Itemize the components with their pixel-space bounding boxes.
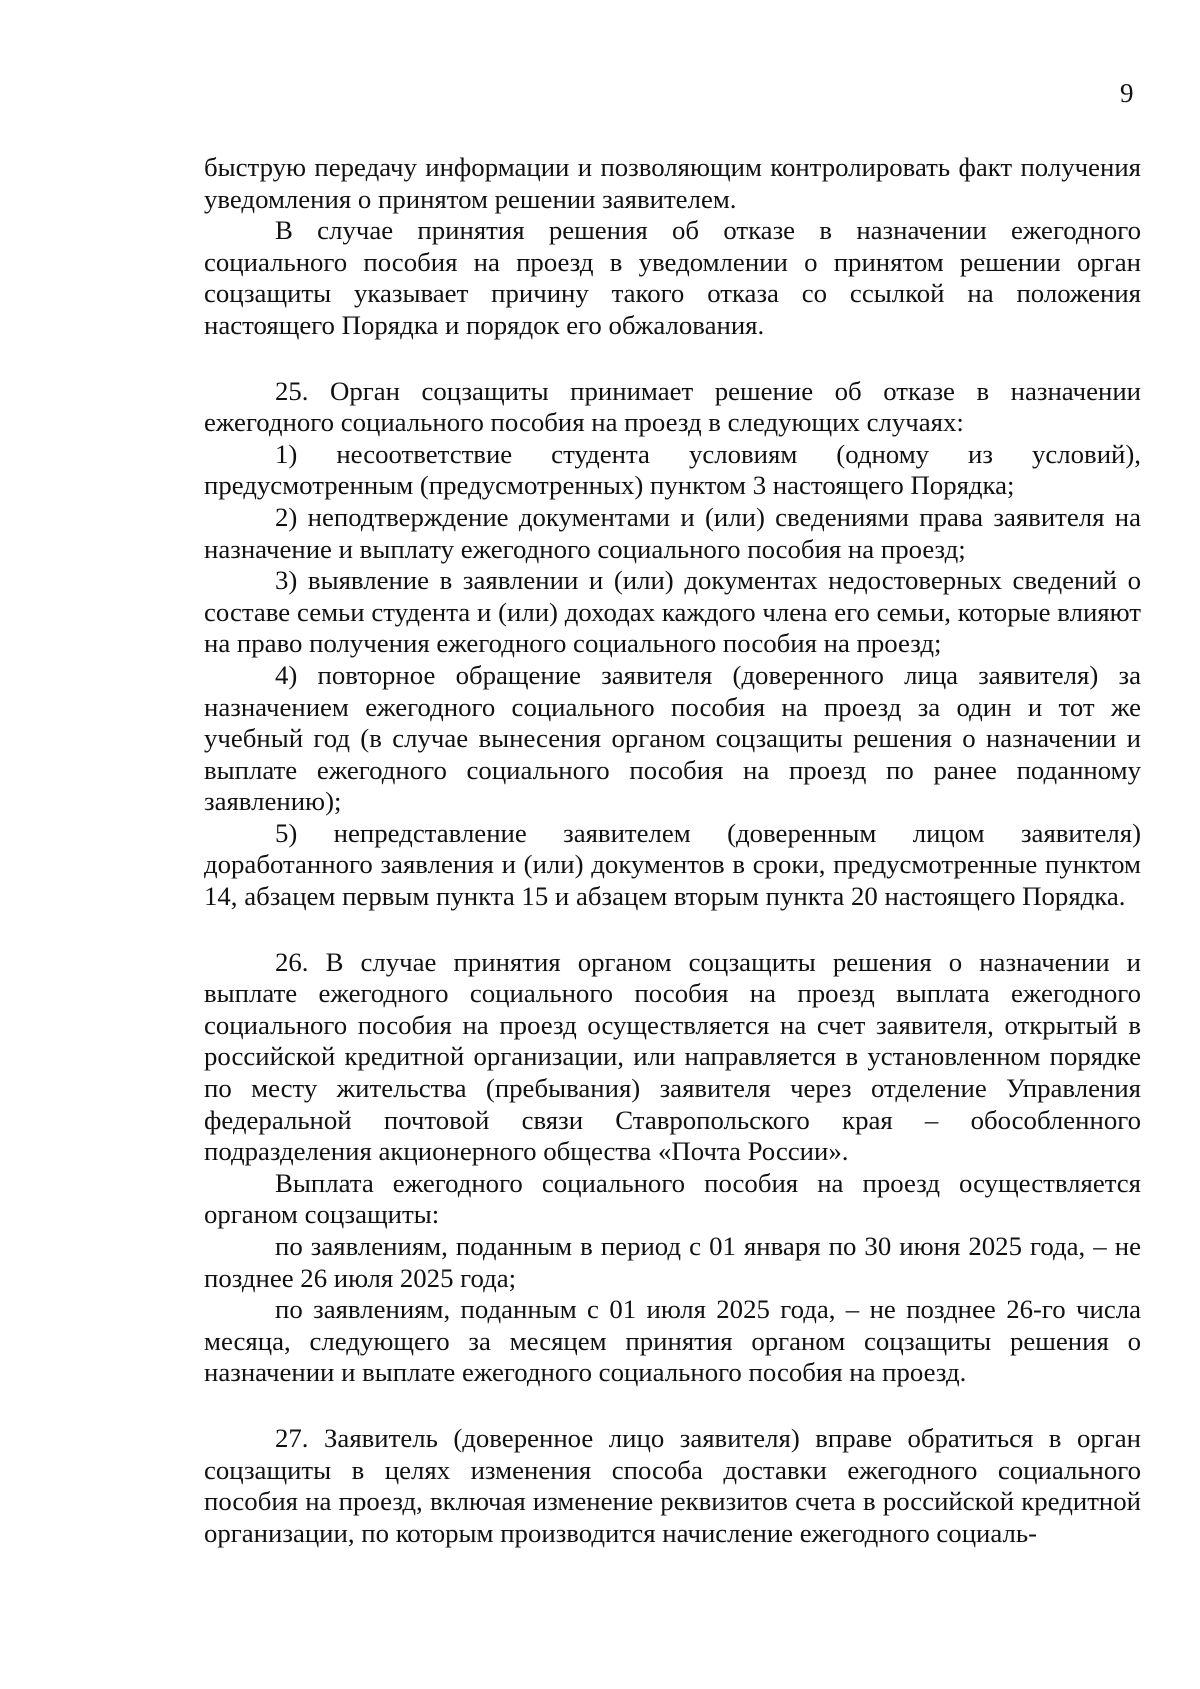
paragraph-continuation: быструю передачу информации и позволяющим контролировать факт получения уведомления о принятом решении заявителем. <box>204 152 1141 214</box>
clause-26-payment-term-2: по заявлениям, поданным с 01 июля 2025 года, – не позднее 26-го числа месяца, следующего за месяцем принятия органом соцзащиты решения о назначении и выплате ежегодного социального пособия на проезд. <box>204 1294 1141 1388</box>
paragraph-refusal-notice: В случае принятия решения об отказе в назначении ежегодного социального пособия на проезд в уведомлении о принятом решении орган соцзащиты указывает причину такого отказа со ссылкой на положения настоящего Порядка и порядок его обжалования. <box>204 215 1141 340</box>
clause-26-text: 26. В случае принятия органом соцзащиты решения о назначении и выплате ежегодного социального пособия на проезд выплата ежегодного социального пособия на проезд осуществляется на счет заявителя, открытый в российской кредитной организации, или направляется в установленном порядке по месту жительства (пребывания) заявителя через отделение Управления федеральной почтовой связи Ставропольского края – обособленного подразделения акционерного общества «Почта России». <box>204 946 1141 1167</box>
clause-26-payment-term-1: по заявлениям, поданным в период с 01 января по 30 июня 2025 года, – не позднее 26 июля 2025 года; <box>204 1231 1141 1293</box>
clause-25-item-1: 1) несоответствие студента условиям (одному из условий), предусмотренным (предусмотренных) пунктом 3 настоящего Порядка; <box>204 438 1141 501</box>
page-number: 9 <box>1120 78 1134 108</box>
clause-27-text: 27. Заявитель (доверенное лицо заявителя) вправе обратиться в орган соцзащиты в целях изменения способа доставки ежегодного социального пособия на проезд, включая изменение реквизитов счета в российской кредитной организации, по которым производится начисление ежегодного социаль- <box>204 1422 1141 1548</box>
clause-25-item-3: 3) выявление в заявлении и (или) документах недостоверных сведений о составе семьи студента и (или) доходах каждого члена его семьи, которые влияют на право получения ежегодного социального пособия на проезд; <box>204 565 1141 659</box>
clause-26-payment-intro: Выплата ежегодного социального пособия на проезд осуществляется органом соцзащиты: <box>204 1167 1141 1230</box>
clause-25-item-4: 4) повторное обращение заявителя (доверенного лица заявителя) за назначением ежегодного социального пособия на проезд за один и тот же учебный год (в случае вынесения органом соцзащиты решения о назначении и выплате ежегодного социального пособия на проезд по ранее поданному заявлению); <box>204 659 1141 817</box>
clause-25-item-2: 2) неподтверждение документами и (или) сведениями права заявителя на назначение и выплату ежегодного социального пособия на проезд; <box>204 501 1141 564</box>
document-body <box>204 152 1141 1549</box>
clause-25-heading: 25. Орган соцзащиты принимает решение об отказе в назначении ежегодного социального пособия на проезд в следующих случаях: <box>204 375 1141 438</box>
clause-25-item-5: 5) непредставление заявителем (доверенным лицом заявителя) доработанного заявления и (или) документов в сроки, предусмотренные пунктом 14, абзацем первым пункта 15 и абзацем вторым пункта 20 настоящего Порядка. <box>204 817 1141 912</box>
